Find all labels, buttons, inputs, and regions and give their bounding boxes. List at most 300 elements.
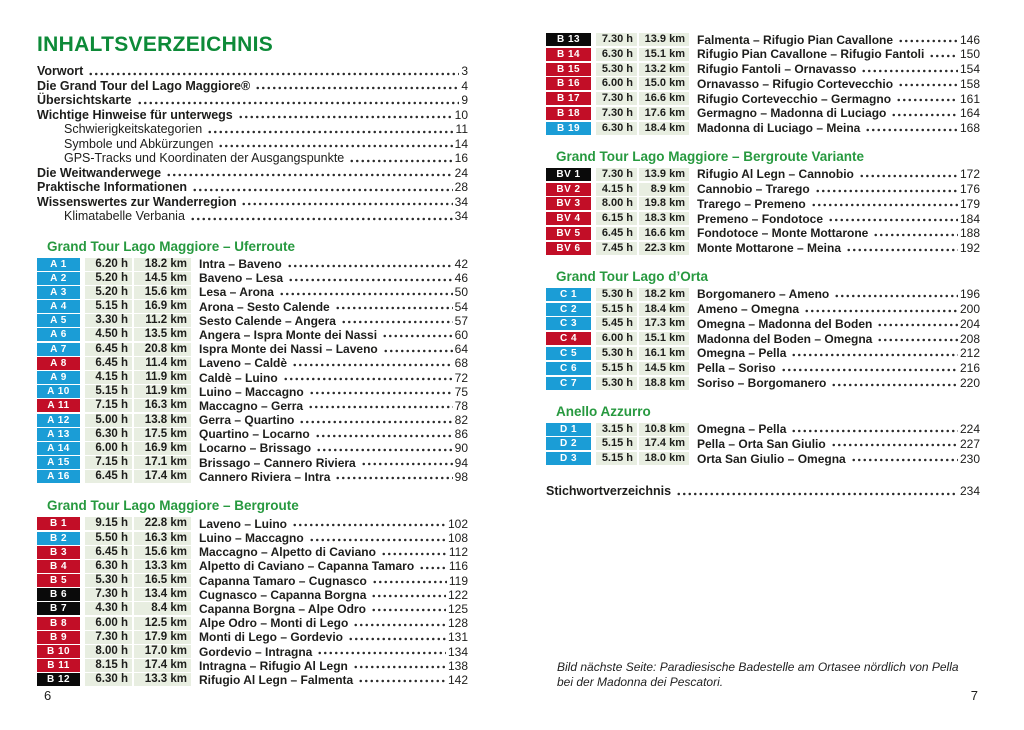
dot-leader bbox=[371, 608, 446, 612]
route-page: 208 bbox=[959, 331, 980, 346]
route-page: 168 bbox=[959, 121, 980, 136]
dot-leader bbox=[241, 202, 452, 206]
route-row bbox=[37, 399, 468, 412]
route-title: Pella – Soriso bbox=[697, 361, 776, 376]
dot-leader bbox=[238, 115, 453, 119]
dot-leader bbox=[861, 69, 958, 73]
dot-leader bbox=[309, 538, 446, 542]
route-badge: C 6 bbox=[546, 362, 591, 375]
route-row bbox=[37, 617, 468, 630]
route-distance: 11.4 km bbox=[134, 357, 191, 370]
route-badge: B 1 bbox=[37, 517, 80, 530]
front-matter-row bbox=[37, 151, 468, 166]
route-page: 172 bbox=[959, 167, 980, 182]
route-badge: BV 1 bbox=[546, 168, 591, 181]
dot-leader bbox=[877, 323, 958, 327]
route-badge: BV 3 bbox=[546, 197, 591, 210]
dot-leader bbox=[382, 334, 453, 338]
route-page: 179 bbox=[959, 196, 980, 211]
route-title: Trarego – Premeno bbox=[697, 196, 806, 211]
route-row bbox=[37, 560, 468, 573]
front-matter-label: Klimatabelle Verbania bbox=[64, 209, 185, 224]
route-page: 142 bbox=[447, 672, 468, 687]
route-title: Fondotoce – Monte Mottarone bbox=[697, 226, 869, 241]
dot-leader bbox=[292, 363, 453, 367]
route-row bbox=[546, 347, 980, 360]
route-time: 6.45 h bbox=[85, 546, 132, 559]
route-distance: 18.8 km bbox=[639, 377, 689, 390]
route-row bbox=[37, 272, 468, 285]
route-title: Rifugio Pian Cavallone – Rifugio Fantoli bbox=[697, 47, 925, 62]
route-badge: A 5 bbox=[37, 314, 80, 327]
dot-leader bbox=[283, 377, 453, 381]
front-matter-page: 3 bbox=[461, 64, 468, 79]
route-page: 60 bbox=[454, 327, 468, 342]
route-time: 7.30 h bbox=[596, 107, 637, 120]
route-badge: A 16 bbox=[37, 470, 80, 483]
route-title: Soriso – Borgomanero bbox=[697, 376, 827, 391]
page-right bbox=[546, 32, 980, 689]
route-page: 94 bbox=[454, 455, 468, 470]
dot-leader bbox=[335, 476, 452, 480]
route-badge: B 2 bbox=[37, 532, 80, 545]
front-matter-page: 28 bbox=[454, 180, 468, 195]
route-page: 192 bbox=[959, 241, 980, 256]
dot-leader bbox=[218, 144, 452, 148]
route-row bbox=[37, 470, 468, 483]
dot-leader bbox=[831, 383, 958, 387]
route-row bbox=[37, 532, 468, 545]
route-page: 128 bbox=[447, 616, 468, 631]
front-matter-label: Die Weitwanderwege bbox=[37, 165, 162, 180]
route-title: Gordevio – Intragna bbox=[199, 644, 313, 659]
route-time: 5.20 h bbox=[85, 286, 132, 299]
route-badge: B 16 bbox=[546, 77, 591, 90]
route-title: Gerra – Quartino bbox=[199, 413, 295, 428]
route-badge: B 13 bbox=[546, 33, 591, 46]
route-badge: D 3 bbox=[546, 452, 591, 465]
route-page: 216 bbox=[959, 361, 980, 376]
dot-leader bbox=[190, 217, 453, 221]
route-row bbox=[37, 385, 468, 398]
dot-leader bbox=[419, 566, 447, 570]
route-page: 158 bbox=[959, 76, 980, 91]
front-matter-row bbox=[37, 93, 468, 108]
route-badge: A 14 bbox=[37, 442, 80, 455]
route-page: 146 bbox=[959, 32, 980, 47]
route-title: Cugnasco – Capanna Borgna bbox=[199, 587, 367, 602]
route-distance: 14.5 km bbox=[639, 362, 689, 375]
index-entry-row bbox=[546, 484, 980, 499]
dot-leader bbox=[791, 353, 958, 357]
route-title: Rifugio Cortevecchio – Germagno bbox=[697, 91, 892, 106]
dot-leader bbox=[166, 173, 453, 177]
route-distance: 16.5 km bbox=[134, 574, 191, 587]
route-time: 5.15 h bbox=[596, 303, 637, 316]
route-title: Premeno – Fondotoce bbox=[697, 211, 824, 226]
route-badge: D 1 bbox=[546, 423, 591, 436]
route-row bbox=[37, 659, 468, 672]
dot-leader bbox=[309, 391, 453, 395]
route-time: 7.30 h bbox=[596, 168, 637, 181]
route-badge: B 18 bbox=[546, 107, 591, 120]
front-matter-page: 4 bbox=[461, 78, 468, 93]
route-row bbox=[546, 63, 980, 76]
route-distance: 13.2 km bbox=[639, 63, 689, 76]
route-title: Maccagno – Gerra bbox=[199, 398, 304, 413]
front-matter-label: Vorwort bbox=[37, 64, 84, 79]
route-distance: 12.5 km bbox=[134, 617, 191, 630]
route-title: Alpe Odro – Monti di Lego bbox=[199, 616, 349, 631]
route-title: Alpetto di Caviano – Capanna Tamaro bbox=[199, 559, 415, 574]
route-time: 7.30 h bbox=[596, 92, 637, 105]
route-title: Capanna Borgna – Alpe Odro bbox=[199, 601, 366, 616]
route-page: 116 bbox=[448, 559, 468, 574]
route-badge: B 9 bbox=[37, 631, 80, 644]
route-row bbox=[546, 33, 980, 46]
front-matter-row bbox=[37, 209, 468, 224]
route-row bbox=[37, 456, 468, 469]
dot-leader bbox=[851, 458, 958, 462]
route-time: 7.30 h bbox=[85, 588, 132, 601]
route-time: 5.30 h bbox=[85, 574, 132, 587]
route-badge: C 2 bbox=[546, 303, 591, 316]
route-title: Ameno – Omegna bbox=[697, 302, 800, 317]
route-time: 3.15 h bbox=[596, 423, 637, 436]
route-page: 42 bbox=[454, 257, 468, 271]
route-row bbox=[546, 377, 980, 390]
front-matter-label: Übersichtskarte bbox=[37, 93, 132, 108]
route-badge: B 8 bbox=[37, 617, 80, 630]
dot-leader bbox=[349, 159, 452, 163]
route-title: Maccagno – Alpetto di Caviano bbox=[199, 545, 376, 560]
route-title: Omegna – Madonna del Boden bbox=[697, 316, 873, 331]
dot-leader bbox=[676, 492, 958, 496]
route-time: 5.50 h bbox=[85, 532, 132, 545]
dot-leader bbox=[288, 278, 453, 282]
route-time: 8.15 h bbox=[85, 659, 132, 672]
route-row bbox=[546, 437, 980, 450]
route-distance: 13.3 km bbox=[134, 673, 191, 686]
route-title: Luino – Maccagno bbox=[199, 384, 304, 399]
front-matter-page: 11 bbox=[455, 122, 468, 137]
route-row bbox=[37, 414, 468, 427]
dot-leader bbox=[781, 368, 958, 372]
route-row bbox=[37, 328, 468, 341]
route-title: Cannero Riviera – Intra bbox=[199, 469, 331, 484]
route-row bbox=[37, 371, 468, 384]
route-time: 6.30 h bbox=[85, 428, 132, 441]
route-page: 161 bbox=[959, 91, 980, 106]
route-row bbox=[37, 602, 468, 615]
route-distance: 16.9 km bbox=[134, 300, 191, 313]
route-row bbox=[37, 314, 468, 327]
route-row bbox=[546, 197, 980, 210]
route-time: 7.15 h bbox=[85, 399, 132, 412]
route-title: Pella – Orta San Giulio bbox=[697, 436, 826, 451]
section-heading: Grand Tour Lago d’Orta bbox=[556, 268, 709, 284]
dot-leader bbox=[207, 130, 453, 134]
route-distance: 16.3 km bbox=[134, 399, 191, 412]
dot-leader bbox=[299, 420, 452, 424]
front-matter-row bbox=[37, 108, 468, 123]
route-row bbox=[546, 288, 980, 301]
route-row bbox=[546, 92, 980, 105]
route-distance: 16.6 km bbox=[639, 227, 689, 240]
dot-leader bbox=[815, 189, 958, 193]
route-time: 5.45 h bbox=[596, 317, 637, 330]
dot-leader bbox=[358, 679, 446, 683]
route-row bbox=[37, 517, 468, 530]
section-heading: Grand Tour Lago Maggiore – Bergroute bbox=[47, 498, 299, 514]
route-distance: 15.6 km bbox=[134, 286, 191, 299]
route-title: Rifugio Al Legn – Cannobio bbox=[697, 167, 854, 182]
front-matter-row bbox=[37, 166, 468, 181]
route-time: 5.30 h bbox=[596, 288, 637, 301]
route-badge: B 6 bbox=[37, 588, 80, 601]
route-page: 72 bbox=[454, 370, 468, 385]
route-row bbox=[546, 423, 980, 436]
route-time: 4.50 h bbox=[85, 328, 132, 341]
route-row bbox=[546, 183, 980, 196]
route-title: Angera – Ispra Monte dei Nassi bbox=[199, 327, 378, 342]
route-time: 6.45 h bbox=[596, 227, 637, 240]
dot-leader bbox=[192, 188, 453, 192]
route-page: 131 bbox=[447, 630, 468, 645]
front-matter-row bbox=[37, 122, 468, 137]
dot-leader bbox=[308, 405, 453, 409]
route-time: 6.30 h bbox=[85, 673, 132, 686]
route-title: Quartino – Locarno bbox=[199, 427, 310, 442]
route-row bbox=[546, 168, 980, 181]
page-left bbox=[37, 34, 468, 688]
dot-leader bbox=[859, 174, 958, 178]
photo-caption: Bild nächste Seite: Paradiesische Badestelle am Ortasee nördlich von Pella bei der Madonna dei Pescatori. bbox=[557, 660, 959, 689]
front-matter-label: Praktische Informationen bbox=[37, 180, 188, 195]
front-matter-label: Symbole und Abkürzungen bbox=[64, 136, 214, 151]
dot-leader bbox=[898, 83, 958, 87]
route-badge: D 2 bbox=[546, 437, 591, 450]
route-badge: A 10 bbox=[37, 385, 80, 398]
dot-leader bbox=[791, 429, 958, 433]
route-page: 50 bbox=[454, 285, 468, 300]
route-badge: B 17 bbox=[546, 92, 591, 105]
route-title: Falmenta – Rifugio Pian Cavallone bbox=[697, 32, 894, 47]
route-time: 5.15 h bbox=[85, 385, 132, 398]
dot-leader bbox=[88, 72, 459, 76]
route-page: 54 bbox=[454, 299, 468, 314]
route-row bbox=[37, 546, 468, 559]
route-page: 204 bbox=[959, 316, 980, 331]
route-title: Caldè – Luino bbox=[199, 370, 278, 385]
route-row bbox=[546, 303, 980, 316]
front-matter-page: 24 bbox=[454, 165, 468, 180]
dot-leader bbox=[348, 637, 446, 641]
route-time: 9.15 h bbox=[85, 517, 132, 530]
route-page: 154 bbox=[959, 62, 980, 77]
route-page: 46 bbox=[454, 271, 468, 286]
route-title: Sesto Calende – Angera bbox=[199, 313, 336, 328]
route-distance: 15.1 km bbox=[639, 48, 689, 61]
route-time: 8.00 h bbox=[85, 645, 132, 658]
dot-leader bbox=[831, 443, 958, 447]
route-distance: 11.9 km bbox=[134, 385, 191, 398]
route-title: Omegna – Pella bbox=[697, 346, 787, 361]
route-time: 7.45 h bbox=[596, 242, 637, 255]
dot-leader bbox=[873, 233, 958, 237]
route-time: 5.30 h bbox=[596, 347, 637, 360]
front-matter-label: Die Grand Tour del Lago Maggiore® bbox=[37, 78, 251, 93]
route-badge: A 1 bbox=[37, 258, 80, 271]
dot-leader bbox=[315, 434, 453, 438]
route-row bbox=[37, 357, 468, 370]
route-distance: 18.4 km bbox=[639, 303, 689, 316]
route-title: Cannobio – Trarego bbox=[697, 182, 810, 197]
route-distance: 14.5 km bbox=[134, 272, 191, 285]
dot-leader bbox=[898, 39, 958, 43]
front-matter-list bbox=[37, 64, 468, 224]
route-badge: BV 4 bbox=[546, 212, 591, 225]
route-page: 108 bbox=[447, 531, 468, 545]
dot-leader bbox=[877, 338, 958, 342]
index-entry-label: Stichwortverzeichnis bbox=[546, 484, 672, 499]
front-matter-label: Schwierigkeitskategorien bbox=[64, 122, 203, 137]
dot-leader bbox=[372, 580, 447, 584]
route-distance: 8.9 km bbox=[639, 183, 689, 196]
route-page: 122 bbox=[447, 587, 468, 602]
route-title: Orta San Giulio – Omegna bbox=[697, 451, 846, 466]
route-distance: 11.2 km bbox=[134, 314, 191, 327]
route-page: 68 bbox=[454, 356, 468, 371]
route-time: 5.15 h bbox=[596, 437, 637, 450]
page-title: INHALTSVERZEICHNIS bbox=[37, 33, 274, 56]
route-distance: 16.3 km bbox=[134, 532, 191, 545]
route-row bbox=[546, 77, 980, 90]
dot-leader bbox=[804, 309, 958, 313]
route-row bbox=[37, 673, 468, 686]
route-page: 212 bbox=[959, 346, 980, 361]
route-title: Baveno – Lesa bbox=[199, 271, 284, 286]
route-row bbox=[37, 258, 468, 271]
route-distance: 22.8 km bbox=[134, 517, 191, 530]
front-matter-row bbox=[37, 64, 468, 79]
dot-leader bbox=[383, 349, 453, 353]
dot-leader bbox=[381, 552, 447, 556]
route-title: Monte Mottarone – Meina bbox=[697, 241, 842, 256]
route-distance: 17.3 km bbox=[639, 317, 689, 330]
route-row bbox=[546, 122, 980, 135]
route-page: 164 bbox=[959, 106, 980, 121]
route-distance: 15.6 km bbox=[134, 546, 191, 559]
front-matter-label: Wissenswertes zur Wanderregion bbox=[37, 194, 237, 209]
route-badge: BV 6 bbox=[546, 242, 591, 255]
route-row bbox=[37, 574, 468, 587]
route-time: 6.45 h bbox=[85, 470, 132, 483]
route-title: Omegna – Pella bbox=[697, 422, 787, 437]
route-time: 6.45 h bbox=[85, 343, 132, 356]
dot-leader bbox=[292, 523, 446, 527]
route-time: 6.00 h bbox=[85, 442, 132, 455]
route-row bbox=[546, 332, 980, 345]
route-distance: 13.9 km bbox=[639, 168, 689, 181]
dot-leader bbox=[255, 86, 459, 90]
route-page: 119 bbox=[448, 573, 468, 588]
route-page: 230 bbox=[959, 451, 980, 466]
front-matter-page: 34 bbox=[454, 194, 468, 209]
dot-leader bbox=[811, 203, 958, 207]
route-page: 98 bbox=[454, 469, 468, 484]
route-title: Germagno – Madonna di Luciago bbox=[697, 106, 887, 121]
dot-leader bbox=[896, 98, 958, 102]
route-badge: A 15 bbox=[37, 456, 80, 469]
route-distance: 18.0 km bbox=[639, 452, 689, 465]
route-badge: B 14 bbox=[546, 48, 591, 61]
route-page: 220 bbox=[959, 376, 980, 391]
route-badge: B 3 bbox=[37, 546, 80, 559]
route-time: 5.00 h bbox=[85, 414, 132, 427]
route-sections-right bbox=[546, 33, 980, 465]
route-distance: 17.9 km bbox=[134, 631, 191, 644]
front-matter-page: 14 bbox=[454, 136, 468, 151]
route-page: 224 bbox=[959, 422, 980, 437]
dot-leader bbox=[828, 218, 958, 222]
route-page: 176 bbox=[959, 182, 980, 197]
route-time: 6.30 h bbox=[85, 560, 132, 573]
dot-leader bbox=[137, 101, 460, 105]
route-row bbox=[546, 242, 980, 255]
route-row bbox=[37, 588, 468, 601]
route-distance: 17.4 km bbox=[639, 437, 689, 450]
dot-leader bbox=[371, 594, 446, 598]
route-time: 4.15 h bbox=[85, 371, 132, 384]
route-badge: A 11 bbox=[37, 399, 80, 412]
route-page: 150 bbox=[959, 47, 980, 62]
dot-leader bbox=[353, 623, 446, 627]
route-title: Monti di Lego – Gordevio bbox=[199, 630, 343, 645]
route-page: 184 bbox=[959, 211, 980, 226]
route-badge: C 1 bbox=[546, 288, 591, 301]
route-badge: B 11 bbox=[37, 659, 80, 672]
route-time: 6.00 h bbox=[596, 77, 637, 90]
dot-leader bbox=[335, 306, 453, 310]
route-title: Intra – Baveno bbox=[199, 257, 282, 271]
route-distance: 17.5 km bbox=[134, 428, 191, 441]
route-distance: 13.5 km bbox=[134, 328, 191, 341]
dot-leader bbox=[361, 462, 453, 466]
route-badge: A 2 bbox=[37, 272, 80, 285]
route-distance: 17.4 km bbox=[134, 470, 191, 483]
route-time: 8.00 h bbox=[596, 197, 637, 210]
route-badge: B 10 bbox=[37, 645, 80, 658]
route-badge: C 7 bbox=[546, 377, 591, 390]
route-badge: A 7 bbox=[37, 343, 80, 356]
route-distance: 11.9 km bbox=[134, 371, 191, 384]
route-page: 200 bbox=[959, 302, 980, 317]
route-page: 134 bbox=[447, 644, 468, 659]
route-time: 6.20 h bbox=[85, 258, 132, 271]
route-title: Laveno – Caldè bbox=[199, 356, 288, 371]
route-badge: B 7 bbox=[37, 602, 80, 615]
page-number-left: 6 bbox=[44, 688, 52, 703]
route-title: Madonna del Boden – Omegna bbox=[697, 331, 873, 346]
route-distance: 17.4 km bbox=[134, 659, 191, 672]
route-distance: 16.9 km bbox=[134, 442, 191, 455]
route-badge: A 6 bbox=[37, 328, 80, 341]
route-title: Borgomanero – Ameno bbox=[697, 287, 830, 302]
route-distance: 18.2 km bbox=[639, 288, 689, 301]
route-time: 6.00 h bbox=[596, 332, 637, 345]
route-time: 5.30 h bbox=[596, 63, 637, 76]
